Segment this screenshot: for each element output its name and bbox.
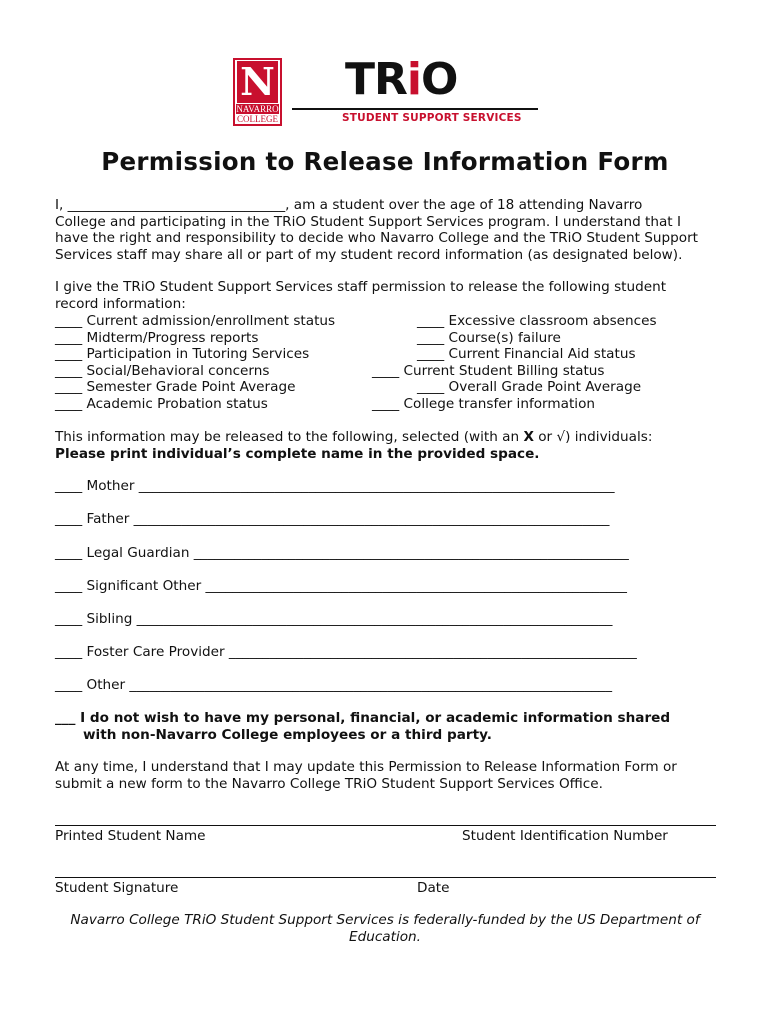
trio-suffix: O [421,54,458,105]
intro-line: I, ________________________________, am a student over the age of 18 attending Navarro [55,197,643,213]
student-signature-label: Student Signature [55,880,179,896]
release-text-before: This information may be released to the following, selected (with an [55,429,524,445]
individual-foster-care[interactable]: ____ Foster Care Provider ____________________________________________________________ [55,644,637,660]
logo-line-navarro: NAVARRO [236,104,279,114]
release-instruction: Please print individual’s complete name in the provided space. [55,445,540,462]
printed-name-signature-line[interactable] [55,825,716,826]
trio-prefix: TR [345,54,407,105]
record-item-financial-aid[interactable]: ____ Current Financial Aid status [417,346,636,362]
footer-line: Education. [349,928,421,945]
record-item-midterm[interactable]: ____ Midterm/Progress reports [55,329,259,346]
individual-legal-guardian[interactable]: ____ Legal Guardian ________________________________________________________________ [55,544,629,561]
individual-father[interactable]: ____ Father ______________________________________________________________________ [55,511,610,527]
record-item-billing[interactable]: ____ Current Student Billing status [372,362,605,379]
release-text-mid: or [533,429,557,445]
optout-checkbox-line[interactable]: ___ I do not wish to have my personal, financial, or academic information shared [55,710,671,726]
update-line: At any time, I understand that I may update this Permission to Release Information Form or [55,759,677,775]
footer-line: Navarro College TRiO Student Support Services is federally-funded by the US Department of [70,912,700,928]
update-line: submit a new form to the Navarro College TRiO Student Support Services Office. [55,775,603,792]
logo-letter: N [237,61,278,103]
record-item-tutoring[interactable]: ____ Participation in Tutoring Services [55,346,310,362]
release-text-after: ) individuals: [565,429,653,445]
intro-line: have the right and responsibility to decide who Navarro College and the TRiO Student Support [55,230,699,246]
optout-line-2: with non-Navarro College employees or a third party. [83,726,492,743]
date-label: Date [417,880,450,896]
printed-name-label: Printed Student Name [55,828,206,844]
trio-i: i [406,54,421,105]
release-text-check: √ [556,429,566,445]
record-item-probation[interactable]: ____ Academic Probation status [55,395,268,412]
record-item-course-failure[interactable]: ____ Course(s) failure [417,329,561,346]
release-text [55,429,652,446]
navarro-college-logo [233,58,282,126]
logo-rule [292,108,538,110]
consent-line: record information: [55,295,186,312]
record-item-transfer[interactable]: ____ College transfer information [372,395,596,412]
intro-line: College and participating in the TRiO Student Support Services program. I understand that I [55,213,681,230]
individual-other[interactable]: ____ Other _______________________________________________________________________ [55,677,613,693]
trio-subtitle: STUDENT SUPPORT SERVICES [342,112,522,124]
record-item-social[interactable]: ____ Social/Behavioral concerns [55,362,270,379]
footer-note [55,912,715,945]
consent-line: I give the TRiO Student Support Services staff permission to release the following student [55,279,667,295]
intro-line: Services staff may share all or part of my student record information (as designated below). [55,246,683,263]
individual-mother[interactable]: ____ Mother ______________________________________________________________________ [55,478,615,494]
student-id-label: Student Identification Number [462,828,668,844]
page-title: Permission to Release Information Form [101,147,669,176]
record-item-semester-gpa[interactable]: ____ Semester Grade Point Average [55,379,296,395]
logo-line-college: COLLEGE [237,114,278,124]
record-item-absences[interactable]: ____ Excessive classroom absences [417,313,657,329]
individual-significant-other[interactable]: ____ Significant Other ______________________________________________________________ [55,578,627,594]
release-text-x: X [523,429,534,445]
signature-date-line[interactable] [55,877,716,878]
record-item-overall-gpa[interactable]: ____ Overall Grade Point Average [417,379,642,395]
trio-logo-text [345,55,457,105]
individual-sibling[interactable]: ____ Sibling ______________________________________________________________________ [55,611,613,627]
record-item-admission[interactable]: ____ Current admission/enrollment status [55,313,336,329]
